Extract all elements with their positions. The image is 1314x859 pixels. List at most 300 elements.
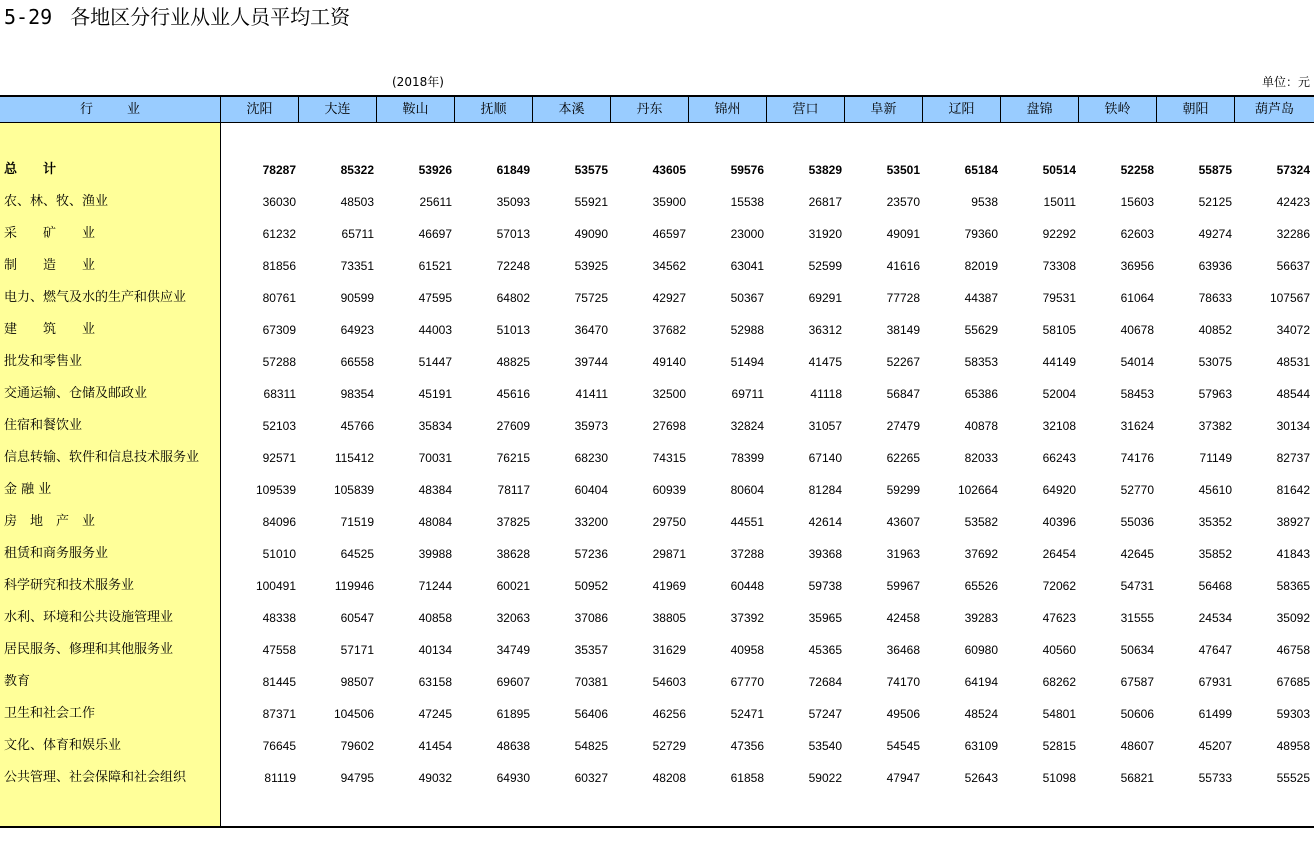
table-cell: 85322 [340, 163, 374, 177]
table-cell: 71149 [1199, 451, 1232, 465]
header-industry: 行业 [0, 97, 221, 122]
table-cell: 60021 [496, 579, 530, 593]
table-cell: 67587 [1120, 675, 1154, 689]
table-cell: 46256 [652, 707, 686, 721]
table-cell: 40560 [1042, 643, 1076, 657]
unit-note: 单位：元 [1261, 75, 1310, 89]
table-cell: 50367 [730, 291, 764, 305]
table-cell: 57236 [574, 547, 608, 561]
table-cell: 53926 [418, 163, 452, 177]
table-cell: 36030 [262, 195, 296, 209]
table-cell: 55036 [1120, 515, 1154, 529]
table-cell: 74315 [652, 451, 686, 465]
table-cell: 73351 [340, 259, 374, 273]
table-cell: 50634 [1120, 643, 1154, 657]
table-cell: 104506 [333, 707, 374, 721]
row-label: 教育 [4, 674, 31, 689]
table-cell: 90599 [340, 291, 374, 305]
table-cell: 48338 [262, 611, 296, 625]
table-cell: 53925 [574, 259, 608, 273]
table-cell: 55733 [1198, 771, 1232, 785]
table-cell: 31629 [652, 643, 686, 657]
table-cell: 38927 [1276, 515, 1310, 529]
table-cell: 60939 [652, 483, 686, 497]
table-cell: 52770 [1120, 483, 1154, 497]
table-cell: 105839 [333, 483, 374, 497]
table-cell: 59303 [1276, 707, 1310, 721]
table-cell: 53540 [808, 739, 842, 753]
table-cell: 48825 [496, 355, 530, 369]
table-cell: 98507 [340, 675, 374, 689]
row-label: 农、林、牧、渔业 [4, 194, 109, 209]
table-row [0, 538, 1314, 570]
table-cell: 64194 [964, 675, 998, 689]
table-cell: 57288 [262, 355, 296, 369]
table-row [0, 666, 1314, 698]
table-cell: 47647 [1198, 643, 1232, 657]
header-region: 辽阳 [923, 97, 1001, 122]
table-cell: 52599 [808, 259, 842, 273]
table-cell: 32286 [1276, 227, 1310, 241]
table-cell: 60980 [964, 643, 998, 657]
table-cell: 44003 [418, 323, 452, 337]
table-cell: 43607 [886, 515, 920, 529]
table-row [0, 730, 1314, 762]
table-cell: 47558 [262, 643, 296, 657]
table-cell: 81445 [262, 675, 296, 689]
table-cell: 107567 [1269, 291, 1310, 305]
table-cell: 31624 [1120, 419, 1154, 433]
table-cell: 31057 [808, 419, 842, 433]
table-cell: 46697 [418, 227, 452, 241]
table-cell: 48524 [964, 707, 998, 721]
row-label: 卫生和社会工作 [4, 706, 96, 721]
table-cell: 47595 [418, 291, 452, 305]
table-cell: 69711 [731, 387, 764, 401]
table-cell: 54801 [1042, 707, 1076, 721]
table-cell: 52815 [1042, 739, 1076, 753]
table-cell: 54731 [1120, 579, 1154, 593]
table-cell: 55875 [1198, 163, 1232, 177]
table-cell: 50606 [1120, 707, 1154, 721]
table-cell: 42927 [652, 291, 686, 305]
header-region: 大连 [299, 97, 377, 122]
table-cell: 60404 [574, 483, 608, 497]
row-label: 总 计 [4, 162, 57, 177]
table-row [0, 506, 1314, 538]
table-cell: 100491 [255, 579, 296, 593]
table-cell: 41454 [418, 739, 452, 753]
row-label: 制 造 业 [4, 258, 96, 273]
table-cell: 41969 [652, 579, 686, 593]
header-region: 鞍山 [377, 97, 455, 122]
header-region: 葫芦岛 [1254, 102, 1294, 117]
table-cell: 84096 [262, 515, 296, 529]
table-cell: 79602 [340, 739, 374, 753]
table-cell: 44149 [1042, 355, 1076, 369]
table-cell: 36956 [1120, 259, 1154, 273]
table-cell: 39368 [808, 547, 842, 561]
table-cell: 56637 [1276, 259, 1310, 273]
table-cell: 38149 [886, 323, 920, 337]
table-row [0, 698, 1314, 730]
header-region: 丹东 [611, 97, 689, 122]
table-cell: 41843 [1276, 547, 1310, 561]
table-cell: 51494 [730, 355, 764, 369]
table-cell: 37288 [730, 547, 764, 561]
table-cell: 61232 [262, 227, 296, 241]
table-cell: 82737 [1276, 451, 1310, 465]
table-cell: 57324 [1276, 163, 1310, 177]
table-cell: 32108 [1042, 419, 1076, 433]
table-cell: 58353 [964, 355, 998, 369]
table-cell: 81284 [808, 483, 842, 497]
table-cell: 52729 [652, 739, 686, 753]
table-cell: 41475 [808, 355, 842, 369]
table-cell: 53582 [964, 515, 998, 529]
table-cell: 29871 [652, 547, 686, 561]
row-label: 公共管理、社会保障和社会组织 [4, 770, 187, 785]
table-cell: 58105 [1042, 323, 1076, 337]
table-cell: 87371 [262, 707, 296, 721]
table-cell: 65184 [964, 163, 998, 177]
table-cell: 64930 [496, 771, 530, 785]
table-cell: 78287 [262, 163, 296, 177]
table-row [0, 410, 1314, 442]
table-cell: 34562 [652, 259, 686, 273]
table-cell: 81642 [1276, 483, 1310, 497]
table-cell: 53575 [574, 163, 608, 177]
table-cell: 75725 [574, 291, 608, 305]
table-cell: 56847 [886, 387, 920, 401]
table-cell: 27609 [496, 419, 530, 433]
table-cell: 49274 [1198, 227, 1232, 241]
table-cell: 61858 [730, 771, 764, 785]
table-row [0, 762, 1314, 794]
table-cell: 115412 [334, 451, 374, 465]
table-cell: 47623 [1042, 611, 1076, 625]
table-cell: 65386 [964, 387, 998, 401]
table-cell: 67309 [262, 323, 296, 337]
table-cell: 56406 [574, 707, 608, 721]
table-cell: 66558 [340, 355, 374, 369]
table-cell: 60327 [574, 771, 608, 785]
table-cell: 32063 [496, 611, 530, 625]
table-cell: 79360 [964, 227, 998, 241]
table-cell: 36468 [886, 643, 920, 657]
table-cell: 37682 [652, 323, 686, 337]
table-cell: 66243 [1042, 451, 1076, 465]
row-label: 金 融 业 [4, 482, 52, 497]
table-cell: 38628 [496, 547, 530, 561]
table-cell: 45616 [496, 387, 530, 401]
table-cell: 37392 [730, 611, 764, 625]
table-cell: 31963 [886, 547, 920, 561]
table-cell: 51013 [496, 323, 530, 337]
table-cell: 109539 [255, 483, 296, 497]
table-cell: 92571 [262, 451, 296, 465]
row-label: 房 地 产 业 [4, 514, 96, 529]
header-region: 铁岭 [1079, 97, 1157, 122]
table-cell: 42423 [1276, 195, 1310, 209]
table-cell: 34749 [496, 643, 530, 657]
table-cell: 52471 [730, 707, 764, 721]
table-cell: 35852 [1198, 547, 1232, 561]
table-cell: 52125 [1198, 195, 1232, 209]
table-cell: 72062 [1042, 579, 1076, 593]
table-cell: 36470 [574, 323, 608, 337]
table-cell: 52988 [730, 323, 764, 337]
table-cell: 35965 [808, 611, 842, 625]
header-region: 朝阳 [1157, 97, 1235, 122]
table-cell: 81856 [262, 259, 296, 273]
row-label: 采 矿 业 [4, 226, 96, 241]
table-cell: 68311 [263, 387, 296, 401]
table-cell: 58365 [1276, 579, 1310, 593]
table-cell: 82033 [964, 451, 998, 465]
table-cell: 23570 [886, 195, 920, 209]
header-region: 抚顺 [455, 97, 533, 122]
table-cell: 29750 [652, 515, 686, 529]
table-cell: 71244 [418, 579, 452, 593]
table-cell: 46597 [652, 227, 686, 241]
table-cell: 47245 [418, 707, 452, 721]
table-cell: 15603 [1120, 195, 1154, 209]
table-cell: 57247 [808, 707, 842, 721]
header-region: 营口 [767, 97, 845, 122]
table-cell: 80604 [730, 483, 764, 497]
table-cell: 61521 [418, 259, 452, 273]
header-region: 盘锦 [1001, 97, 1079, 122]
table-cell: 49091 [886, 227, 920, 241]
table-cell: 26454 [1042, 547, 1076, 561]
row-label: 信息转输、软件和信息技术服务业 [4, 450, 200, 465]
table-cell: 52267 [886, 355, 920, 369]
table-cell: 45191 [418, 387, 452, 401]
label-column-divider [220, 97, 221, 826]
table-cell: 39988 [418, 547, 452, 561]
table-cell: 39744 [574, 355, 608, 369]
table-cell: 45207 [1198, 739, 1232, 753]
table-row [0, 378, 1314, 410]
table-cell: 50514 [1042, 163, 1076, 177]
table-cell: 78633 [1198, 291, 1232, 305]
table-cell: 65526 [964, 579, 998, 593]
table-cell: 35352 [1198, 515, 1232, 529]
table-cell: 63109 [964, 739, 998, 753]
table-row [0, 634, 1314, 666]
table-cell: 45365 [808, 643, 842, 657]
table-cell: 40134 [418, 643, 452, 657]
table-cell: 67770 [730, 675, 764, 689]
table-cell: 15538 [730, 195, 764, 209]
table-cell: 26817 [808, 195, 842, 209]
table-cell: 57171 [340, 643, 374, 657]
table-cell: 76215 [496, 451, 530, 465]
table-cell: 74170 [886, 675, 920, 689]
table-cell: 40396 [1042, 515, 1076, 529]
table-cell: 38805 [652, 611, 686, 625]
table-cell: 74176 [1120, 451, 1154, 465]
table-cell: 48084 [418, 515, 452, 529]
table-row [0, 186, 1314, 218]
table-cell: 40852 [1198, 323, 1232, 337]
table-cell: 48208 [652, 771, 686, 785]
table-cell: 46758 [1276, 643, 1310, 657]
table-cell: 40878 [964, 419, 998, 433]
table-cell: 92292 [1042, 227, 1076, 241]
table-cell: 54545 [886, 739, 920, 753]
table-cell: 61064 [1120, 291, 1154, 305]
table-cell: 35973 [574, 419, 608, 433]
header-region: 沈阳 [221, 97, 299, 122]
table-cell: 63936 [1198, 259, 1232, 273]
table-cell: 94795 [340, 771, 374, 785]
table-cell: 61895 [496, 707, 530, 721]
row-label: 建 筑 业 [4, 322, 96, 337]
table-cell: 102664 [957, 483, 998, 497]
table-title: 各地区分行业从业人员平均工资 [70, 5, 351, 29]
table-cell: 56468 [1198, 579, 1232, 593]
row-label: 交通运输、仓储及邮政业 [4, 386, 148, 401]
table-cell: 76645 [262, 739, 296, 753]
table-cell: 52103 [262, 419, 296, 433]
table-cell: 48531 [1276, 355, 1310, 369]
table-cell: 48638 [496, 739, 530, 753]
table-cell: 60547 [340, 611, 374, 625]
table-cell: 51010 [262, 547, 296, 561]
year-note: (2018年) [392, 75, 444, 89]
table-cell: 41411 [575, 387, 608, 401]
table-cell: 37825 [496, 515, 530, 529]
table-cell: 59576 [730, 163, 764, 177]
table-row [0, 346, 1314, 378]
table-cell: 53075 [1198, 355, 1232, 369]
table-cell: 35900 [652, 195, 686, 209]
table-cell: 70031 [418, 451, 452, 465]
table-cell: 57013 [496, 227, 530, 241]
table-cell: 55629 [964, 323, 998, 337]
table-cell: 37086 [574, 611, 608, 625]
table-cell: 45766 [340, 419, 374, 433]
table-cell: 36312 [808, 323, 842, 337]
table-cell: 52004 [1042, 387, 1076, 401]
table-bottom-rule [0, 826, 1314, 828]
table-cell: 47947 [886, 771, 920, 785]
table-cell: 40858 [418, 611, 452, 625]
table-cell: 67685 [1276, 675, 1310, 689]
table-cell: 23000 [730, 227, 764, 241]
table-cell: 35093 [496, 195, 530, 209]
table-cell: 79531 [1042, 291, 1076, 305]
table-row [0, 474, 1314, 506]
table-cell: 44551 [730, 515, 764, 529]
row-label: 居民服务、修理和其他服务业 [4, 642, 174, 657]
table-cell: 49032 [418, 771, 452, 785]
table-cell: 48503 [340, 195, 374, 209]
table-cell: 27698 [652, 419, 686, 433]
table-cell: 61499 [1198, 707, 1232, 721]
table-cell: 72248 [496, 259, 530, 273]
table-cell: 32500 [652, 387, 686, 401]
table-cell: 53501 [886, 163, 920, 177]
table-cell: 15011 [1043, 195, 1076, 209]
table-cell: 73308 [1042, 259, 1076, 273]
table-cell: 39283 [964, 611, 998, 625]
table-cell: 61849 [496, 163, 530, 177]
table-cell: 71519 [340, 515, 374, 529]
table-cell: 68230 [574, 451, 608, 465]
table-cell: 81119 [264, 771, 296, 785]
table-cell: 31555 [1120, 611, 1154, 625]
table-cell: 80761 [262, 291, 296, 305]
table-cell: 59738 [808, 579, 842, 593]
table-row [0, 250, 1314, 282]
table-cell: 49090 [574, 227, 608, 241]
table-cell: 53829 [808, 163, 842, 177]
table-cell: 49140 [652, 355, 686, 369]
table-cell: 62603 [1120, 227, 1154, 241]
table-cell: 51447 [418, 355, 452, 369]
table-cell: 64525 [340, 547, 374, 561]
row-label: 电力、燃气及水的生产和供应业 [4, 290, 187, 305]
table-cell: 25611 [419, 195, 452, 209]
table-cell: 50952 [574, 579, 608, 593]
table-cell: 47356 [730, 739, 764, 753]
header-region: 锦州 [689, 97, 767, 122]
table-cell: 63158 [418, 675, 452, 689]
table-cell: 69291 [808, 291, 842, 305]
table-cell: 56821 [1120, 771, 1154, 785]
table-row [0, 314, 1314, 346]
header-region: 阜新 [845, 97, 923, 122]
table-row [0, 570, 1314, 602]
table-cell: 35357 [574, 643, 608, 657]
table-cell: 30134 [1276, 419, 1310, 433]
table-cell: 64923 [340, 323, 374, 337]
table-cell: 51098 [1042, 771, 1076, 785]
table-cell: 45610 [1198, 483, 1232, 497]
row-label: 租赁和商务服务业 [4, 546, 109, 561]
table-cell: 57963 [1198, 387, 1232, 401]
table-number: 5-29 [4, 5, 53, 29]
table-cell: 67931 [1198, 675, 1232, 689]
table-row [0, 602, 1314, 634]
table-cell: 52643 [964, 771, 998, 785]
table-cell: 37692 [964, 547, 998, 561]
table-cell: 32824 [730, 419, 764, 433]
table-cell: 59022 [808, 771, 842, 785]
table-cell: 35092 [1276, 611, 1310, 625]
table-cell: 54825 [574, 739, 608, 753]
table-cell: 70381 [574, 675, 608, 689]
table-cell: 59299 [886, 483, 920, 497]
table-cell: 78399 [730, 451, 764, 465]
table-cell: 42614 [808, 515, 842, 529]
table-cell: 64802 [496, 291, 530, 305]
table-cell: 42645 [1120, 547, 1154, 561]
table-cell: 40958 [730, 643, 764, 657]
table-cell: 54014 [1120, 355, 1154, 369]
row-label: 水利、环境和公共设施管理业 [4, 610, 174, 625]
table-cell: 55525 [1276, 771, 1310, 785]
page-title [4, 4, 350, 30]
table-cell: 42458 [886, 611, 920, 625]
table-cell: 77728 [886, 291, 920, 305]
table-cell: 34072 [1276, 323, 1310, 337]
row-label: 住宿和餐饮业 [4, 418, 83, 433]
table-cell: 78117 [497, 483, 530, 497]
